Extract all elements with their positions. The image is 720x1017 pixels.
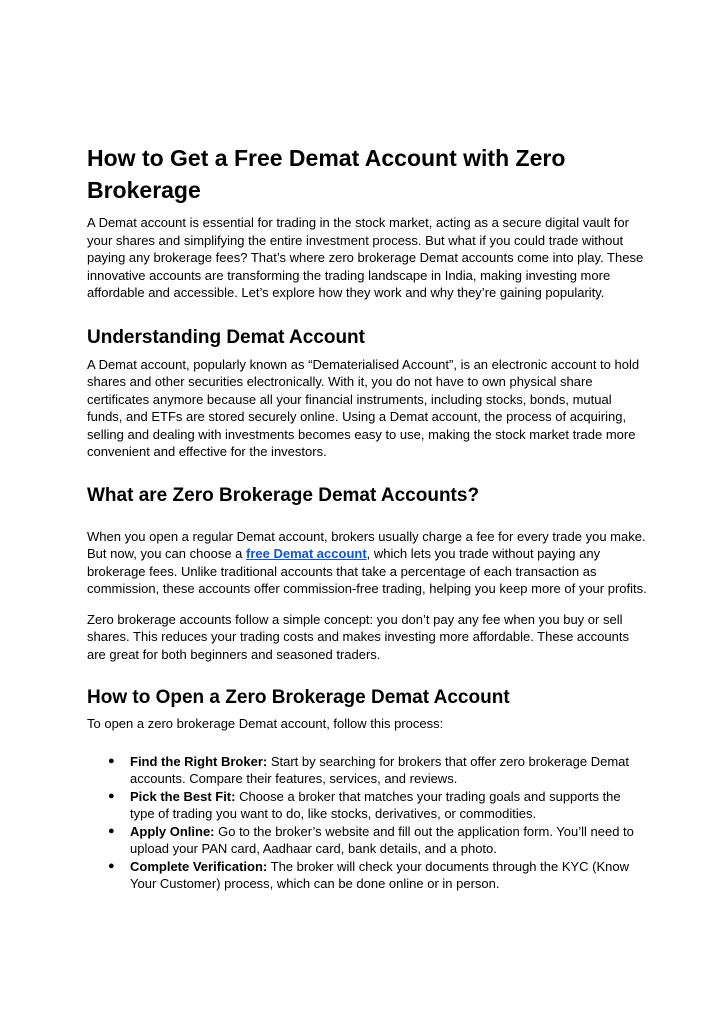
list-item bbox=[108, 788, 647, 823]
step-text: Start by searching for brokers that offer zero brokerage Demat accounts. Compare their features, services, and reviews. bbox=[130, 753, 629, 786]
step-term: Apply Online: bbox=[130, 823, 215, 839]
understanding-paragraph: A Demat account, popularly known as “Dematerialised Account”, is an electronic account to hold shares and other securities electronically. With it, you do not have to own physical share certificates anymore because all your financial instruments, including stocks, bonds, mutual funds, and ETFs are stored securely online. Using a Demat account, the process of acquiring, selling and dealing with investments becomes easy to use, making the stock market trade more convenient and effective for the investors. bbox=[87, 356, 640, 459]
step-term: Find the Right Broker: bbox=[130, 753, 268, 769]
open-account-intro: To open a zero brokerage Demat account, follow this process: bbox=[87, 716, 444, 731]
paragraph-text: , which lets you trade without paying any brokerage fees. Unlike traditional accounts that take a percentage of each transaction as commission, these accounts offer commission-free trading, helping you keep more of your profits. bbox=[87, 546, 647, 596]
step-text: Go to the broker’s website and fill out the application form. You’ll need to upload your PAN card, Aadhaar card, bank details, and a photo. bbox=[130, 823, 634, 856]
zero-brokerage-heading: What are Zero Brokerage Demat Accounts? bbox=[87, 484, 480, 506]
document-page bbox=[87, 142, 647, 893]
zero-brokerage-paragraph-1 bbox=[87, 528, 647, 598]
bullet-icon: ● bbox=[108, 754, 115, 767]
step-term: Pick the Best Fit: bbox=[130, 788, 236, 804]
list-item bbox=[108, 753, 647, 788]
paragraph-text: When you open a regular Demat account, brokers usually charge a fee for every trade you make. But now, you can choose a bbox=[87, 528, 646, 561]
bullet-icon: ● bbox=[108, 824, 115, 837]
understanding-heading: Understanding Demat Account bbox=[87, 326, 365, 348]
intro-paragraph: A Demat account is essential for trading in the stock market, acting as a secure digital vault for your shares and simplifying the entire investment process. But what if you could trade without paying any brokerage fees? That’s where zero brokerage Demat accounts come into play. These innovative accounts are transforming the trading landscape in India, making investing more affordable and accessible. Let’s explore how they work and why they’re gaining popularity. bbox=[87, 215, 644, 300]
zero-brokerage-paragraph-2: Zero brokerage accounts follow a simple concept: you don’t pay any fee when you buy or sell shares. This reduces your trading costs and makes investing more affordable. These accounts are great for both beginners and seasoned traders. bbox=[87, 611, 629, 662]
bullet-icon: ● bbox=[108, 789, 115, 802]
article-title: How to Get a Free Demat Account with Zero Brokerage bbox=[87, 145, 566, 203]
step-text: Choose a broker that matches your trading goals and supports the type of trading you want to do, like stocks, derivatives, or commodities. bbox=[130, 788, 621, 821]
step-term: Complete Verification: bbox=[130, 858, 268, 874]
open-account-heading: How to Open a Zero Brokerage Demat Account bbox=[87, 687, 510, 708]
step-text: The broker will check your documents through the KYC (Know Your Customer) process, which can be done online or in person. bbox=[130, 858, 630, 891]
list-item bbox=[108, 823, 647, 858]
list-item bbox=[108, 858, 647, 893]
free-demat-account-link[interactable]: free Demat account bbox=[246, 546, 367, 561]
steps-list bbox=[87, 753, 647, 893]
bullet-icon: ● bbox=[108, 859, 115, 872]
